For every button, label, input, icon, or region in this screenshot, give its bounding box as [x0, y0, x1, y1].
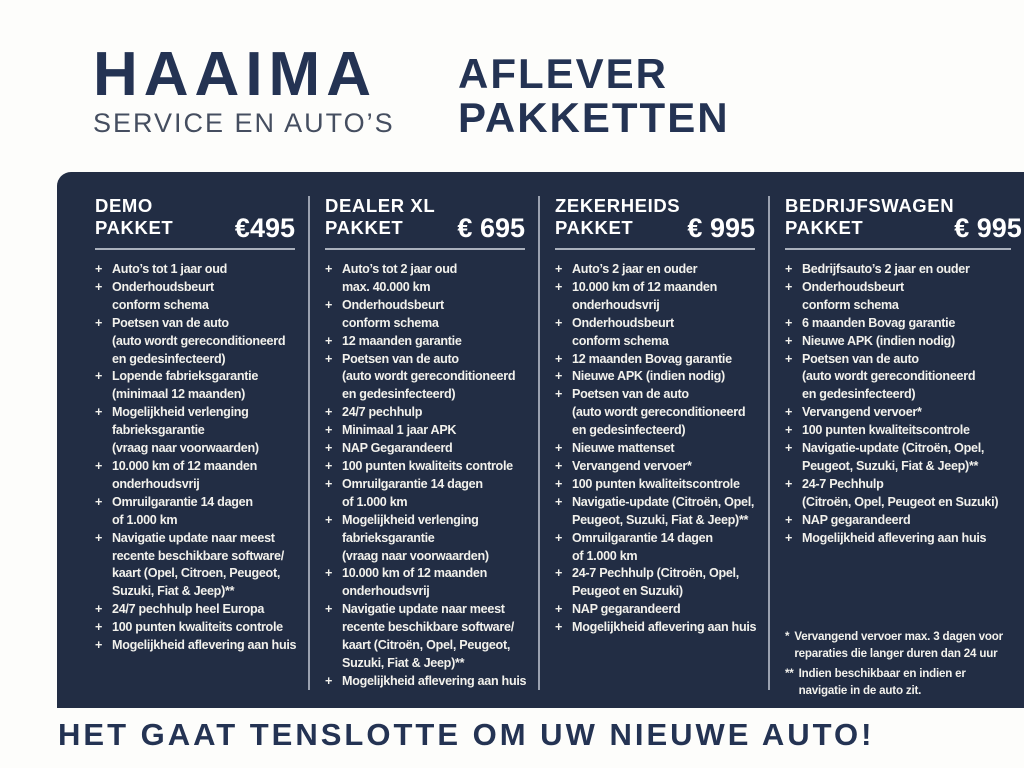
feature-item: [555, 601, 755, 619]
footnote-marker: *: [785, 629, 790, 643]
plus-icon: +: [555, 315, 563, 330]
feature-item: [325, 440, 525, 458]
feature-item: [555, 440, 755, 458]
feature-item: [95, 530, 295, 602]
package-price: € 995: [687, 213, 755, 243]
package-column-1: [57, 172, 308, 708]
feature-text: 100 punten kwaliteits controle: [342, 458, 513, 473]
package-column-2: [308, 172, 538, 708]
plus-icon: +: [785, 476, 793, 491]
plus-icon: +: [555, 279, 563, 294]
feature-item: [555, 494, 755, 530]
brand-name: HAAIMA: [93, 40, 377, 109]
plus-icon: +: [555, 602, 563, 617]
feature-text: Mogelijkheid aflevering aan huis: [802, 530, 987, 545]
package-name-line: ZEKERHEIDS: [555, 195, 681, 216]
feature-text: Vervangend vervoer*: [802, 405, 922, 420]
footnote-text: Vervangend vervoer max. 3 dagen voor reparaties die langer duren dan 24 uur: [794, 629, 1003, 660]
feature-text: 10.000 km of 12 maanden onderhoudsvrij: [342, 566, 488, 599]
plus-icon: +: [325, 458, 333, 473]
plus-icon: +: [325, 602, 333, 617]
plus-icon: +: [325, 512, 333, 527]
feature-item: [95, 368, 295, 404]
feature-item: [95, 261, 295, 279]
feature-item: [555, 619, 755, 637]
plus-icon: +: [95, 405, 103, 420]
plus-icon: +: [785, 351, 793, 366]
footer-tagline: HET GAAT TENSLOTTE OM UW NIEUWE AUTO!: [58, 717, 875, 752]
package-name-line: PAKKET: [95, 217, 174, 238]
feature-item: [555, 261, 755, 279]
package-price: € 995: [954, 213, 1022, 243]
plus-icon: +: [95, 602, 103, 617]
plus-icon: +: [325, 673, 333, 688]
feature-text: Nieuwe APK (indien nodig): [572, 369, 725, 384]
plus-icon: +: [95, 530, 103, 545]
feature-item: [555, 386, 755, 440]
plus-icon: +: [555, 458, 563, 473]
feature-text: 24/7 pechhulp heel Europa: [112, 602, 265, 617]
feature-text: 24/7 pechhulp: [342, 405, 423, 420]
feature-text: Mogelijkheid verlenging fabrieksgarantie (vraag naar voorwaarden): [342, 512, 489, 563]
feature-item: [95, 637, 295, 655]
package-price: €495: [234, 213, 295, 243]
feature-item: [95, 619, 295, 637]
plus-icon: +: [555, 476, 563, 491]
feature-text: Auto’s tot 2 jaar oud max. 40.000 km: [342, 262, 457, 294]
plus-icon: +: [325, 262, 333, 276]
feature-text: Poetsen van de auto (auto wordt gereconditioneerd en gedesinfecteerd): [572, 387, 746, 438]
plus-icon: +: [95, 494, 103, 509]
package-price: € 695: [457, 213, 525, 243]
feature-text: Omruilgarantie 14 dagen of 1.000 km: [342, 476, 483, 509]
package-name: [95, 195, 173, 239]
plus-icon: +: [555, 620, 563, 635]
feature-item: [555, 476, 755, 494]
feature-item: [325, 512, 525, 566]
plus-icon: +: [325, 405, 333, 420]
plus-icon: +: [555, 369, 563, 384]
plus-icon: +: [785, 315, 793, 330]
plus-icon: +: [785, 333, 793, 348]
package-header: [785, 195, 1022, 243]
feature-item: [785, 476, 1011, 512]
feature-item: [325, 261, 525, 297]
feature-text: 24-7 Pechhulp (Citroën, Opel, Peugeot en Suzuki): [802, 476, 999, 509]
feature-text: Nieuwe mattenset: [572, 441, 675, 456]
feature-text: 10.000 km of 12 maanden onderhoudsvrij: [572, 279, 718, 312]
feature-item: [785, 333, 1011, 351]
feature-item: [785, 530, 1011, 548]
plus-icon: +: [555, 387, 563, 402]
feature-item: [325, 351, 525, 405]
feature-text: 10.000 km of 12 maanden onderhoudsvrij: [112, 458, 258, 491]
feature-item: [555, 351, 755, 369]
feature-item: [555, 279, 755, 315]
feature-text: 24-7 Pechhulp (Citroën, Opel, Peugeot en Suzuki): [572, 566, 739, 599]
plus-icon: +: [785, 512, 793, 527]
plus-icon: +: [785, 423, 793, 438]
plus-icon: +: [95, 279, 103, 294]
feature-text: Omruilgarantie 14 dagen of 1.000 km: [112, 494, 253, 527]
footnotes: [785, 628, 1011, 699]
feature-item: [785, 512, 1011, 530]
feature-item: [95, 494, 295, 530]
feature-item: [785, 261, 1011, 279]
package-name-line: DEMO: [95, 195, 153, 216]
feature-item: [785, 279, 1011, 315]
package-column-4: [768, 172, 1024, 708]
header-underline: [555, 248, 755, 250]
feature-text: Onderhoudsbeurt conform schema: [112, 279, 214, 312]
feature-item: [95, 601, 295, 619]
feature-item: [785, 422, 1011, 440]
plus-icon: +: [555, 262, 563, 276]
feature-text: Poetsen van de auto (auto wordt gereconditioneerd en gedesinfecteerd): [802, 351, 976, 402]
feature-text: NAP Gegarandeerd: [342, 441, 453, 456]
feature-item: [555, 565, 755, 601]
package-name-line: PAKKET: [785, 217, 864, 238]
feature-item: [95, 315, 295, 369]
feature-text: Nieuwe APK (indien nodig): [802, 333, 955, 348]
feature-item: [95, 279, 295, 315]
feature-text: Mogelijkheid aflevering aan huis: [342, 673, 527, 688]
feature-item: [325, 404, 525, 422]
plus-icon: +: [325, 476, 333, 491]
package-header: [555, 195, 755, 243]
plus-icon: +: [555, 494, 563, 509]
plus-icon: +: [95, 262, 103, 276]
feature-item: [325, 458, 525, 476]
header-underline: [785, 248, 1011, 250]
feature-item: [325, 673, 525, 691]
brand-logo: [93, 40, 395, 138]
feature-list: [785, 261, 1011, 548]
footnote-text: Indien beschikbaar en indien er navigatie in de auto zit.: [798, 666, 966, 697]
header-underline: [325, 248, 525, 250]
package-name-line: BEDRIJFSWAGEN: [785, 195, 955, 216]
plus-icon: +: [325, 441, 333, 456]
package-name: [785, 195, 954, 239]
package-header: [325, 195, 525, 243]
page-title: [458, 52, 730, 140]
plus-icon: +: [95, 620, 103, 635]
column-separator: [768, 196, 770, 690]
package-name: [325, 195, 435, 239]
packages-panel: [57, 172, 1024, 708]
package-column-3: [538, 172, 768, 708]
page-title-line1: AFLEVER: [458, 50, 669, 97]
feature-text: 100 punten kwaliteitscontrole: [572, 476, 740, 491]
footnote: [785, 628, 1011, 662]
plus-icon: +: [785, 279, 793, 294]
feature-item: [555, 368, 755, 386]
feature-text: NAP gegarandeerd: [802, 512, 911, 527]
feature-text: Navigatie update naar meest recente beschikbare software/ kaart (Citroën, Opel, Peugeot, Suzuki, Fiat & Jeep)**: [342, 602, 514, 670]
plus-icon: +: [785, 405, 793, 420]
feature-list: [325, 261, 525, 691]
feature-text: Onderhoudsbeurt conform schema: [802, 279, 904, 312]
plus-icon: +: [325, 423, 333, 438]
package-header: [95, 195, 295, 243]
feature-text: Navigatie update naar meest recente beschikbare software/ kaart (Opel, Citroen, Peugeot, Suzuki, Fiat & Jeep)**: [112, 530, 284, 599]
plus-icon: +: [555, 351, 563, 366]
column-separator: [538, 196, 540, 690]
feature-text: 100 punten kwaliteitscontrole: [802, 423, 970, 438]
feature-text: Auto’s 2 jaar en ouder: [572, 262, 698, 276]
feature-text: Navigatie-update (Citroën, Opel, Peugeot, Suzuki, Fiat & Jeep)**: [802, 441, 985, 473]
plus-icon: +: [555, 566, 563, 581]
feature-item: [555, 315, 755, 351]
feature-text: 12 maanden Bovag garantie: [572, 351, 732, 366]
feature-text: 100 punten kwaliteits controle: [112, 620, 283, 635]
feature-text: Bedrijfsauto’s 2 jaar en ouder: [802, 262, 970, 276]
feature-item: [95, 458, 295, 494]
brand-subtitle: SERVICE EN AUTO’S: [93, 108, 395, 138]
feature-text: NAP gegarandeerd: [572, 602, 681, 617]
feature-item: [325, 601, 525, 673]
feature-text: 6 maanden Bovag garantie: [802, 315, 956, 330]
package-name-line: DEALER XL: [325, 195, 436, 216]
plus-icon: +: [785, 530, 793, 545]
feature-text: Mogelijkheid verlenging fabrieksgarantie (vraag naar voorwaarden): [112, 405, 259, 456]
feature-item: [325, 476, 525, 512]
footnote-marker: **: [785, 666, 794, 680]
plus-icon: +: [785, 262, 793, 276]
feature-text: Navigatie-update (Citroën, Opel, Peugeot, Suzuki, Fiat & Jeep)**: [572, 494, 755, 527]
page-title-line2: PAKKETTEN: [458, 94, 730, 141]
feature-text: Minimaal 1 jaar APK: [342, 423, 457, 438]
feature-item: [325, 297, 525, 333]
plus-icon: +: [555, 530, 563, 545]
plus-icon: +: [785, 441, 793, 456]
feature-list: [95, 261, 295, 655]
feature-list: [555, 261, 755, 637]
package-name: [555, 195, 680, 239]
package-name-line: PAKKET: [555, 217, 634, 238]
feature-item: [785, 440, 1011, 476]
feature-text: Mogelijkheid aflevering aan huis: [112, 638, 297, 653]
plus-icon: +: [555, 441, 563, 456]
plus-icon: +: [325, 297, 333, 312]
feature-text: Onderhoudsbeurt conform schema: [572, 315, 674, 348]
plus-icon: +: [325, 566, 333, 581]
column-separator: [308, 196, 310, 690]
feature-item: [555, 530, 755, 566]
plus-icon: +: [95, 315, 103, 330]
feature-item: [325, 565, 525, 601]
feature-text: Mogelijkheid aflevering aan huis: [572, 620, 757, 635]
plus-icon: +: [325, 351, 333, 366]
plus-icon: +: [325, 333, 333, 348]
plus-icon: +: [95, 638, 103, 653]
feature-text: Omruilgarantie 14 dagen of 1.000 km: [572, 530, 713, 563]
feature-item: [325, 333, 525, 351]
feature-text: 12 maanden garantie: [342, 333, 462, 348]
feature-text: Auto’s tot 1 jaar oud: [112, 262, 227, 276]
feature-item: [555, 458, 755, 476]
package-name-line: PAKKET: [325, 217, 404, 238]
plus-icon: +: [95, 458, 103, 473]
footnote: [785, 665, 1011, 699]
feature-item: [95, 404, 295, 458]
feature-text: Poetsen van de auto (auto wordt gereconditioneerd en gedesinfecteerd): [342, 351, 516, 402]
feature-text: Vervangend vervoer*: [572, 458, 692, 473]
feature-item: [785, 404, 1011, 422]
plus-icon: +: [95, 369, 103, 384]
feature-item: [325, 422, 525, 440]
feature-text: Onderhoudsbeurt conform schema: [342, 297, 444, 330]
feature-text: Lopende fabrieksgarantie (minimaal 12 maanden): [112, 369, 259, 402]
feature-item: [785, 351, 1011, 405]
feature-item: [785, 315, 1011, 333]
header-underline: [95, 248, 295, 250]
feature-text: Poetsen van de auto (auto wordt gereconditioneerd en gedesinfecteerd): [112, 315, 286, 366]
